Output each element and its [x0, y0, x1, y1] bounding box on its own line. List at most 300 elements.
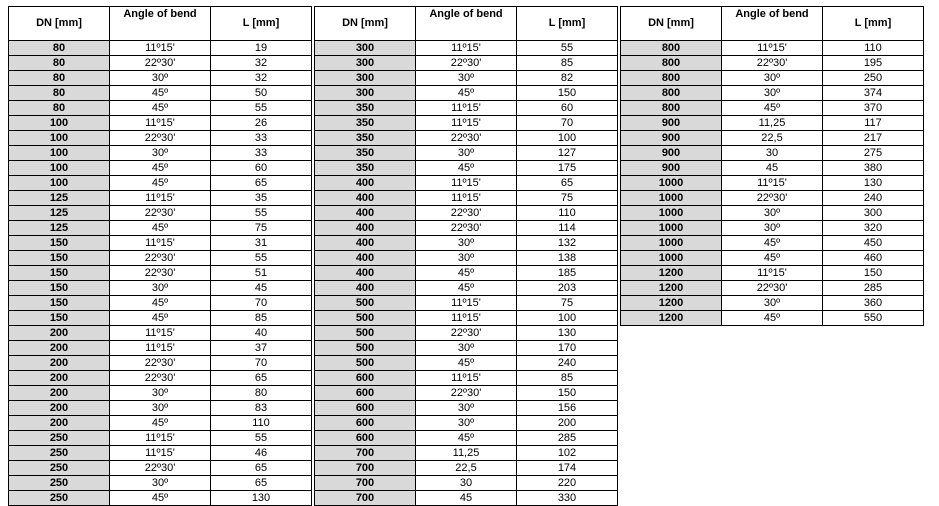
dn-cell: 100 [9, 116, 110, 131]
angle-cell: 22º30' [110, 461, 211, 476]
length-cell: 85 [517, 371, 618, 386]
angle-cell: 22º30' [110, 56, 211, 71]
dn-cell: 300 [315, 86, 416, 101]
table-row [9, 341, 312, 356]
table-row [315, 281, 618, 296]
angle-cell: 11º15' [110, 446, 211, 461]
angle-cell: 22º30' [722, 281, 823, 296]
length-cell: 19 [211, 41, 312, 56]
angle-cell: 30º [416, 401, 517, 416]
angle-cell: 30º [416, 341, 517, 356]
angle-cell: 11º15' [416, 176, 517, 191]
dn-cell: 200 [9, 371, 110, 386]
angle-cell: 22,5 [722, 131, 823, 146]
table-row [9, 116, 312, 131]
length-cell: 60 [517, 101, 618, 116]
table-row [315, 371, 618, 386]
dn-cell: 600 [315, 371, 416, 386]
length-cell: 35 [211, 191, 312, 206]
angle-cell: 45 [416, 491, 517, 506]
header-dn: DN [mm] [315, 7, 416, 41]
length-cell: 51 [211, 266, 312, 281]
length-cell: 240 [823, 191, 924, 206]
angle-cell: 45º [416, 431, 517, 446]
length-cell: 65 [211, 476, 312, 491]
table-row [621, 101, 924, 116]
table-row [315, 446, 618, 461]
angle-cell: 11º15' [110, 236, 211, 251]
length-cell: 156 [517, 401, 618, 416]
dn-cell: 1000 [621, 251, 722, 266]
dn-cell: 100 [9, 131, 110, 146]
dn-cell: 500 [315, 341, 416, 356]
angle-cell: 11º15' [110, 191, 211, 206]
dn-cell: 350 [315, 101, 416, 116]
dn-cell: 900 [621, 161, 722, 176]
angle-cell: 11º15' [416, 41, 517, 56]
dn-cell: 1200 [621, 311, 722, 326]
length-cell: 55 [211, 101, 312, 116]
table-row [9, 191, 312, 206]
angle-cell: 30º [110, 71, 211, 86]
angle-cell: 45º [416, 86, 517, 101]
dn-cell: 700 [315, 476, 416, 491]
dn-cell: 100 [9, 161, 110, 176]
angle-cell: 30º [110, 281, 211, 296]
table-row [315, 206, 618, 221]
dn-cell: 80 [9, 86, 110, 101]
table-row [621, 161, 924, 176]
length-cell: 200 [517, 416, 618, 431]
table-row [315, 491, 618, 506]
table-row [621, 131, 924, 146]
dn-cell: 150 [9, 236, 110, 251]
dn-cell: 300 [315, 56, 416, 71]
length-cell: 240 [517, 356, 618, 371]
dn-cell: 500 [315, 356, 416, 371]
dn-cell: 400 [315, 281, 416, 296]
table-row [9, 251, 312, 266]
length-cell: 220 [517, 476, 618, 491]
length-cell: 60 [211, 161, 312, 176]
dn-cell: 100 [9, 176, 110, 191]
dn-cell: 1000 [621, 176, 722, 191]
table-row [9, 266, 312, 281]
table-row [315, 461, 618, 476]
length-cell: 130 [517, 326, 618, 341]
angle-cell: 11º15' [416, 371, 517, 386]
table-row [315, 401, 618, 416]
dn-cell: 150 [9, 281, 110, 296]
length-cell: 83 [211, 401, 312, 416]
table-row [621, 296, 924, 311]
angle-cell: 30 [416, 476, 517, 491]
length-cell: 75 [517, 296, 618, 311]
angle-cell: 11,25 [722, 116, 823, 131]
dn-cell: 125 [9, 206, 110, 221]
header-dn: DN [mm] [621, 7, 722, 41]
dn-cell: 300 [315, 41, 416, 56]
dn-cell: 80 [9, 56, 110, 71]
dn-cell: 900 [621, 146, 722, 161]
length-cell: 85 [517, 56, 618, 71]
angle-cell: 45º [722, 101, 823, 116]
angle-cell: 22º30' [110, 266, 211, 281]
table-row [9, 131, 312, 146]
angle-cell: 11º15' [416, 311, 517, 326]
table-row [9, 161, 312, 176]
table-row [315, 266, 618, 281]
angle-cell: 30º [110, 386, 211, 401]
table-row [9, 71, 312, 86]
length-cell: 195 [823, 56, 924, 71]
table-row [315, 416, 618, 431]
dn-cell: 125 [9, 221, 110, 236]
dn-cell: 200 [9, 326, 110, 341]
length-cell: 330 [517, 491, 618, 506]
length-cell: 75 [517, 191, 618, 206]
dn-cell: 1200 [621, 296, 722, 311]
angle-cell: 45º [110, 221, 211, 236]
dn-cell: 600 [315, 386, 416, 401]
length-cell: 65 [211, 461, 312, 476]
dn-cell: 350 [315, 116, 416, 131]
length-cell: 55 [211, 431, 312, 446]
length-cell: 150 [517, 86, 618, 101]
table-row [9, 416, 312, 431]
length-cell: 374 [823, 86, 924, 101]
table-row [621, 86, 924, 101]
length-cell: 174 [517, 461, 618, 476]
dn-cell: 200 [9, 401, 110, 416]
length-cell: 110 [517, 206, 618, 221]
length-cell: 100 [517, 311, 618, 326]
table-row [315, 176, 618, 191]
length-cell: 150 [823, 266, 924, 281]
table-row [315, 341, 618, 356]
length-cell: 100 [517, 131, 618, 146]
table-row [315, 386, 618, 401]
length-cell: 130 [211, 491, 312, 506]
length-cell: 460 [823, 251, 924, 266]
dn-cell: 250 [9, 431, 110, 446]
angle-cell: 30º [416, 146, 517, 161]
length-cell: 110 [823, 41, 924, 56]
table-row [315, 296, 618, 311]
angle-cell: 45º [416, 161, 517, 176]
angle-cell: 11º15' [722, 266, 823, 281]
dn-cell: 200 [9, 416, 110, 431]
angle-cell: 30º [722, 86, 823, 101]
angle-cell: 11º15' [722, 176, 823, 191]
header-angle: Angle of bend [110, 7, 211, 41]
dn-cell: 200 [9, 386, 110, 401]
angle-cell: 11º15' [110, 341, 211, 356]
dn-cell: 150 [9, 296, 110, 311]
dn-cell: 1200 [621, 281, 722, 296]
angle-cell: 45º [722, 311, 823, 326]
angle-cell: 11º15' [110, 431, 211, 446]
angle-cell: 45º [110, 311, 211, 326]
length-cell: 33 [211, 131, 312, 146]
dn-cell: 80 [9, 101, 110, 116]
angle-cell: 22º30' [416, 206, 517, 221]
dn-cell: 800 [621, 86, 722, 101]
dn-cell: 600 [315, 401, 416, 416]
table-row [9, 461, 312, 476]
length-cell: 32 [211, 71, 312, 86]
table-row [9, 356, 312, 371]
angle-cell: 22º30' [722, 191, 823, 206]
dn-cell: 500 [315, 326, 416, 341]
angle-cell: 45º [110, 416, 211, 431]
dn-cell: 400 [315, 221, 416, 236]
table-row [9, 296, 312, 311]
length-cell: 150 [517, 386, 618, 401]
table-row [621, 206, 924, 221]
table-row [621, 281, 924, 296]
angle-cell: 30 [722, 146, 823, 161]
length-cell: 550 [823, 311, 924, 326]
table-row [621, 146, 924, 161]
table-row [621, 236, 924, 251]
angle-cell: 30º [110, 146, 211, 161]
angle-cell: 30º [110, 401, 211, 416]
dn-cell: 250 [9, 491, 110, 506]
length-cell: 275 [823, 146, 924, 161]
table-row [9, 401, 312, 416]
table-row [9, 371, 312, 386]
dn-cell: 400 [315, 236, 416, 251]
angle-cell: 11º15' [110, 326, 211, 341]
angle-cell: 30º [110, 476, 211, 491]
angle-cell: 11º15' [110, 116, 211, 131]
length-cell: 55 [517, 41, 618, 56]
dn-cell: 800 [621, 101, 722, 116]
table-row [621, 56, 924, 71]
header-dn: DN [mm] [9, 7, 110, 41]
angle-cell: 22º30' [416, 386, 517, 401]
table-row [621, 251, 924, 266]
angle-cell: 22º30' [110, 206, 211, 221]
dn-cell: 800 [621, 41, 722, 56]
table-row [9, 491, 312, 506]
angle-cell: 45º [110, 161, 211, 176]
bend-table-2 [314, 6, 618, 506]
angle-cell: 45º [722, 251, 823, 266]
angle-cell: 45º [722, 236, 823, 251]
length-cell: 138 [517, 251, 618, 266]
angle-cell: 30º [722, 206, 823, 221]
length-cell: 55 [211, 206, 312, 221]
length-cell: 132 [517, 236, 618, 251]
dn-cell: 600 [315, 416, 416, 431]
table-row [9, 86, 312, 101]
table-row [315, 431, 618, 446]
table-row [315, 86, 618, 101]
length-cell: 175 [517, 161, 618, 176]
table-row [315, 326, 618, 341]
dn-cell: 150 [9, 311, 110, 326]
length-cell: 46 [211, 446, 312, 461]
length-cell: 360 [823, 296, 924, 311]
dn-cell: 700 [315, 491, 416, 506]
length-cell: 185 [517, 266, 618, 281]
header-angle: Angle of bend [722, 7, 823, 41]
angle-cell: 22º30' [110, 251, 211, 266]
angle-cell: 11,25 [416, 446, 517, 461]
dn-cell: 250 [9, 461, 110, 476]
angle-cell: 22º30' [110, 356, 211, 371]
length-cell: 127 [517, 146, 618, 161]
table-row [621, 191, 924, 206]
table-row [315, 356, 618, 371]
bend-table-1 [8, 6, 312, 506]
dn-cell: 800 [621, 71, 722, 86]
angle-cell: 45º [110, 491, 211, 506]
table-row [9, 176, 312, 191]
table-row [315, 236, 618, 251]
table-row [315, 41, 618, 56]
dn-cell: 700 [315, 461, 416, 476]
table-row [621, 221, 924, 236]
table-row [315, 71, 618, 86]
table-row [9, 236, 312, 251]
dn-cell: 1000 [621, 236, 722, 251]
table-row [315, 476, 618, 491]
table-row [621, 116, 924, 131]
dn-cell: 900 [621, 131, 722, 146]
angle-cell: 45º [110, 101, 211, 116]
angle-cell: 30º [416, 71, 517, 86]
length-cell: 117 [823, 116, 924, 131]
table-row [9, 431, 312, 446]
table-row [315, 56, 618, 71]
length-cell: 65 [517, 176, 618, 191]
length-cell: 40 [211, 326, 312, 341]
table-row [315, 221, 618, 236]
angle-cell: 22º30' [110, 131, 211, 146]
angle-cell: 22º30' [416, 131, 517, 146]
dn-cell: 400 [315, 191, 416, 206]
angle-cell: 22º30' [722, 56, 823, 71]
angle-cell: 11º15' [416, 101, 517, 116]
dn-cell: 125 [9, 191, 110, 206]
table-row [9, 446, 312, 461]
angle-cell: 45º [110, 176, 211, 191]
length-cell: 102 [517, 446, 618, 461]
table-row [315, 146, 618, 161]
length-cell: 37 [211, 341, 312, 356]
table-row [9, 326, 312, 341]
angle-cell: 22º30' [416, 56, 517, 71]
dn-cell: 300 [315, 71, 416, 86]
table-row [621, 311, 924, 326]
angle-cell: 22º30' [110, 371, 211, 386]
angle-cell: 30º [416, 236, 517, 251]
length-cell: 285 [823, 281, 924, 296]
table-row [9, 221, 312, 236]
dn-cell: 400 [315, 251, 416, 266]
table-row [315, 116, 618, 131]
dn-cell: 200 [9, 341, 110, 356]
dn-cell: 1000 [621, 191, 722, 206]
dn-cell: 150 [9, 266, 110, 281]
angle-cell: 45º [416, 281, 517, 296]
angle-cell: 30º [416, 416, 517, 431]
dn-cell: 250 [9, 446, 110, 461]
length-cell: 370 [823, 101, 924, 116]
table-row [315, 161, 618, 176]
length-cell: 45 [211, 281, 312, 296]
angle-cell: 11º15' [722, 41, 823, 56]
dn-cell: 700 [315, 446, 416, 461]
angle-cell: 30º [722, 221, 823, 236]
length-cell: 55 [211, 251, 312, 266]
dn-cell: 80 [9, 71, 110, 86]
length-cell: 26 [211, 116, 312, 131]
angle-cell: 45º [110, 86, 211, 101]
table-row [9, 311, 312, 326]
dn-cell: 350 [315, 161, 416, 176]
dn-cell: 500 [315, 296, 416, 311]
header-angle: Angle of bend [416, 7, 517, 41]
angle-cell: 11º15' [416, 116, 517, 131]
angle-cell: 11º15' [110, 41, 211, 56]
dn-cell: 350 [315, 146, 416, 161]
length-cell: 85 [211, 311, 312, 326]
length-cell: 75 [211, 221, 312, 236]
dn-cell: 1000 [621, 221, 722, 236]
table-row [9, 146, 312, 161]
angle-cell: 22,5 [416, 461, 517, 476]
angle-cell: 11º15' [416, 191, 517, 206]
table-row [621, 41, 924, 56]
length-cell: 50 [211, 86, 312, 101]
length-cell: 300 [823, 206, 924, 221]
length-cell: 320 [823, 221, 924, 236]
bend-table-3 [620, 6, 924, 326]
length-cell: 450 [823, 236, 924, 251]
length-cell: 80 [211, 386, 312, 401]
dn-cell: 400 [315, 176, 416, 191]
length-cell: 250 [823, 71, 924, 86]
dn-cell: 400 [315, 266, 416, 281]
angle-cell: 30º [722, 296, 823, 311]
table-row [9, 101, 312, 116]
dn-cell: 1200 [621, 266, 722, 281]
length-cell: 31 [211, 236, 312, 251]
table-row [9, 476, 312, 491]
length-cell: 203 [517, 281, 618, 296]
table-row [9, 386, 312, 401]
header-length: L [mm] [211, 7, 312, 41]
angle-cell: 22º30' [416, 221, 517, 236]
length-cell: 82 [517, 71, 618, 86]
table-row [315, 131, 618, 146]
length-cell: 110 [211, 416, 312, 431]
table-row [315, 311, 618, 326]
length-cell: 70 [211, 356, 312, 371]
table-row [621, 176, 924, 191]
length-cell: 285 [517, 431, 618, 446]
length-cell: 65 [211, 176, 312, 191]
length-cell: 114 [517, 221, 618, 236]
angle-cell: 45 [722, 161, 823, 176]
dn-cell: 800 [621, 56, 722, 71]
angle-cell: 22º30' [416, 326, 517, 341]
dn-cell: 600 [315, 431, 416, 446]
